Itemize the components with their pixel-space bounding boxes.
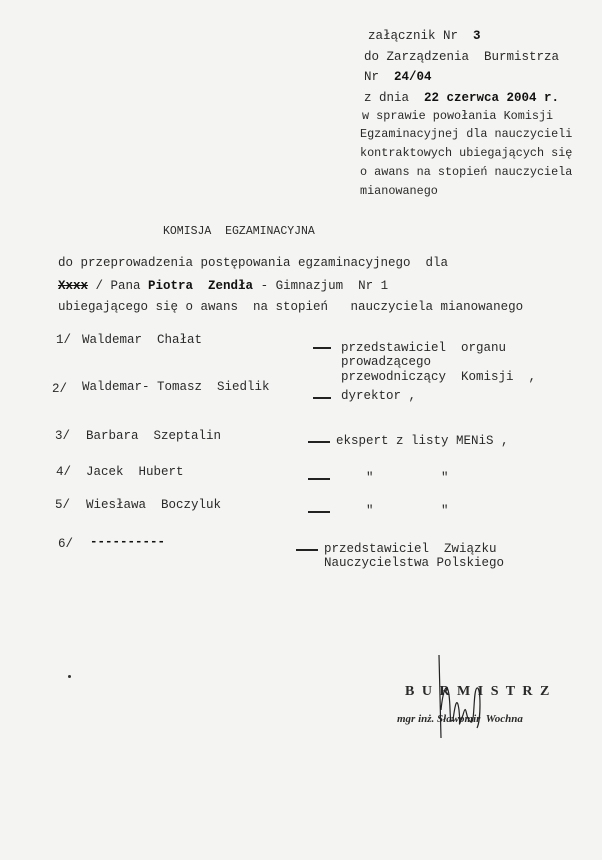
- dash: [308, 478, 330, 480]
- header-line5: w sprawie powołania Komisji: [362, 109, 554, 123]
- member-name: Waldemar- Tomasz Siedlik: [82, 380, 270, 394]
- dash: [296, 549, 318, 551]
- header-line2: do Zarządzenia Burmistrza: [364, 50, 560, 64]
- member-role: " ": [366, 504, 449, 518]
- member-number: 4/: [56, 465, 72, 479]
- member-name: ----------: [90, 535, 166, 549]
- speck: [68, 675, 71, 678]
- document-title: KOMISJA EGZAMINACYJNA: [163, 225, 315, 238]
- header-line1: załącznik Nr 3: [368, 29, 481, 43]
- signature-name: mgr inż. Sławomir Wochna: [397, 713, 523, 725]
- member-number: 3/: [55, 429, 71, 443]
- member-role: przedstawiciel Związku Nauczycielstwa Polskiego: [324, 542, 505, 571]
- member-name: Wiesława Boczyluk: [86, 498, 222, 512]
- member-role: " ": [366, 471, 449, 485]
- member-number: 1/: [56, 333, 72, 347]
- dash: [308, 441, 330, 443]
- handwritten-signature: [425, 650, 505, 740]
- header-line3: Nr 24/04: [364, 70, 432, 84]
- dash: [313, 397, 331, 399]
- member-number: 5/: [55, 498, 71, 512]
- header-line6: Egzaminacyjnej dla nauczycieli: [360, 127, 573, 141]
- member-name: Barbara Szeptalin: [86, 429, 222, 443]
- header-line8: o awans na stopień nauczyciela: [360, 165, 573, 179]
- header-line7: kontraktowych ubiegających się: [360, 146, 573, 160]
- member-role: dyrektor ,: [341, 389, 417, 403]
- member-number: 6/: [58, 537, 74, 551]
- member-name: Jacek Hubert: [86, 465, 184, 479]
- member-name: Waldemar Chałat: [82, 333, 203, 347]
- header-line4: z dnia 22 czerwca 2004 r.: [364, 91, 560, 105]
- dash: [308, 511, 330, 513]
- intro-line2: Xxxx / Pana Piotra Zendła - Gimnazjum Nr 1: [58, 279, 389, 293]
- member-number: 2/: [52, 382, 68, 396]
- intro-line3: ubiegającego się o awans na stopień nauczyciela mianowanego: [58, 300, 524, 314]
- header-line9: mianowanego: [360, 184, 438, 198]
- dash: [313, 347, 331, 349]
- member-role: przedstawiciel organu prowadzącego przewodniczący Komisji ,: [341, 341, 537, 384]
- intro-line1: do przeprowadzenia postępowania egzaminacyjnego dla: [58, 256, 449, 270]
- signature-title: B U R M I S T R Z: [405, 684, 552, 699]
- member-role: ekspert z listy MENiS ,: [336, 434, 509, 448]
